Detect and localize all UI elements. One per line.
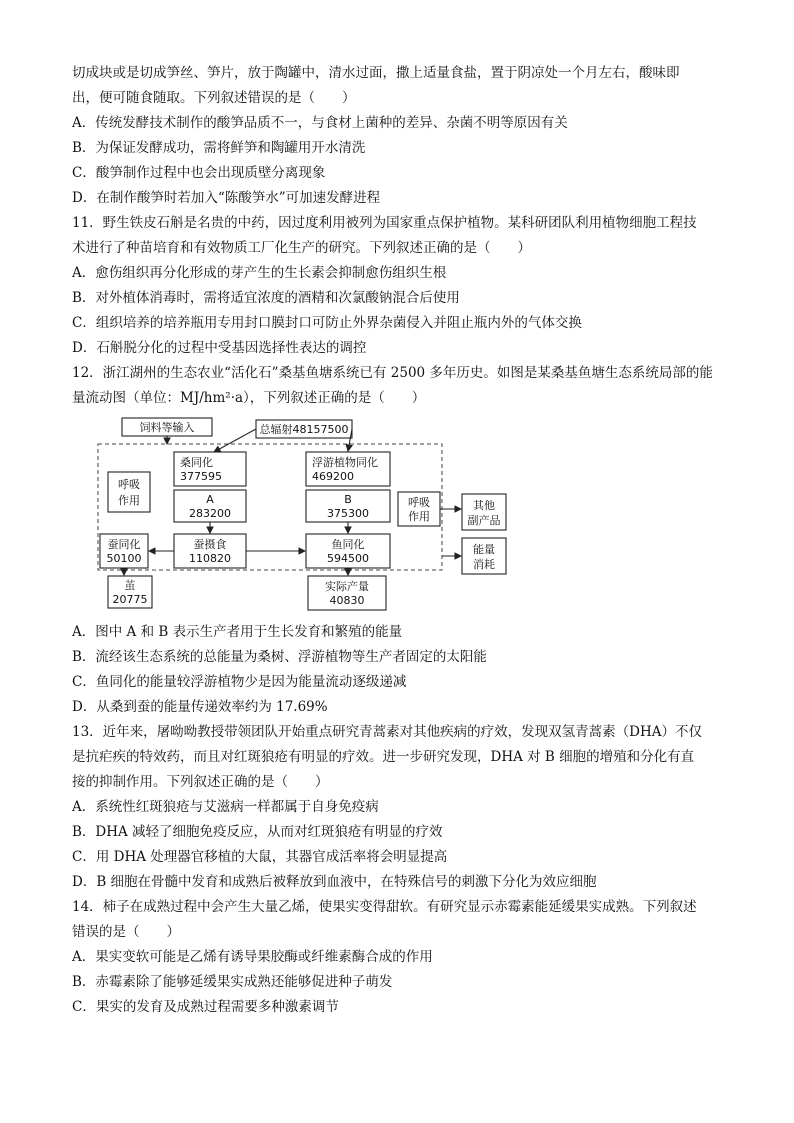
- option-a: A．图中 A 和 B 表示生产者用于生长发育和繁殖的能量: [72, 624, 403, 640]
- question-11-stem: 术进行了种苗培育和有效物质工厂化生产的研究。下列叙述正确的是（ ）: [72, 240, 531, 256]
- svg-text:桑同化: 桑同化: [180, 456, 213, 469]
- a-box: [174, 490, 246, 522]
- cocoon-box: [108, 576, 152, 608]
- option-d: D．在制作酸笋时若加入“陈酸笋水”可加速发酵进程: [72, 190, 381, 206]
- option-d: D．从桑到蚕的能量传递效率约为 17.69%: [72, 699, 328, 715]
- option-c: C．酸笋制作过程中也会出现质壁分离现象: [72, 165, 326, 181]
- mulberry-assimilation-box: [174, 452, 246, 486]
- svg-text:饲料等输入: 饲料等输入: [139, 421, 195, 434]
- option-b: B．流经该生态系统的总能量为桑树、浮游植物等生产者固定的太阳能: [72, 649, 487, 665]
- svg-text:469200: 469200: [312, 470, 354, 483]
- option-c: C．组织培养的培养瓶用专用封口膜封口可防止外界杂菌侵入并阻止瓶内外的气体交换: [72, 315, 582, 331]
- question-11-stem: 11．野生铁皮石斛是名贵的中药，因过度利用被列为国家重点保护植物。某科研团队利用植物细胞工程技: [72, 215, 697, 231]
- svg-text:377595: 377595: [180, 470, 222, 483]
- option-c: C．鱼同化的能量较浮游植物少是因为能量流动逐级递减: [72, 674, 407, 690]
- svg-text:蚕摄食: 蚕摄食: [193, 538, 227, 551]
- svg-text:副产品: 副产品: [467, 514, 501, 527]
- question-13-stem: 接的抑制作用。下列叙述正确的是（ ）: [72, 774, 329, 790]
- svg-text:呼吸: 呼吸: [118, 478, 140, 491]
- svg-text:50100: 50100: [106, 552, 142, 565]
- svg-text:A: A: [206, 493, 214, 506]
- svg-text:呼吸: 呼吸: [408, 496, 430, 509]
- svg-text:594500: 594500: [327, 552, 369, 565]
- question-14-stem: 错误的是（ ）: [72, 924, 180, 940]
- svg-text:实际产量: 实际产量: [325, 580, 369, 593]
- fish-assimilation-box: [306, 534, 390, 568]
- question-13-stem: 是抗疟疾的特效药，而且对红斑狼疮有明显的疗效。进一步研究发现，DHA 对 B 细胞的增殖和分化有直: [72, 749, 695, 765]
- option-b: B．对外植体消毒时，需将适宜浓度的酒精和次氯酸钠混合后使用: [72, 290, 460, 306]
- svg-text:茧: 茧: [124, 579, 136, 592]
- text-line: 切成块或是切成笋丝、笋片，放于陶罐中，清水过面，撒上适量食盐，置于阴凉处一个月左右，酸味即: [72, 65, 680, 81]
- svg-text:总辐射48157500: 总辐射48157500: [259, 423, 349, 436]
- svg-text:作用: 作用: [118, 494, 140, 507]
- option-a: A．传统发酵技术制作的酸笋品质不一，与食材上菌种的差异、杂菌不明等原因有关: [72, 115, 568, 131]
- option-c: C．用 DHA 处理器官移植的大鼠，其器官成活率将会明显提高: [72, 849, 448, 865]
- svg-text:40830: 40830: [329, 594, 365, 607]
- actual-yield-box: [308, 576, 386, 610]
- energy-flow-diagram: [94, 414, 510, 614]
- question-12-stem: 量流动图（单位：MJ/hm²·a），下列叙述正确的是（ ）: [72, 390, 426, 406]
- silkworm-assimilation-box: [100, 534, 148, 568]
- svg-text:作用: 作用: [408, 510, 430, 523]
- silkworm-intake-box: [174, 534, 246, 568]
- svg-text:B: B: [344, 493, 352, 506]
- question-14-stem: 14．柿子在成熟过程中会产生大量乙烯，使果实变得甜软。有研究显示赤霉素能延缓果实成熟。下列叙述: [72, 899, 697, 915]
- respiration-right-box: [398, 492, 440, 526]
- svg-text:浮游植物同化: 浮游植物同化: [312, 456, 378, 469]
- option-b: B．赤霉素除了能够延缓果实成熟还能够促进种子萌发: [72, 974, 393, 990]
- question-13-stem: 13．近年来，屠呦呦教授带领团队开始重点研究青蒿素对其他疾病的疗效，发现双氢青蒿素（DHA）不仅: [72, 724, 703, 740]
- option-c: C．果实的发育及成熟过程需要多种激素调节: [72, 999, 339, 1015]
- option-a: A．果实变软可能是乙烯有诱导果胶酶或纤维素酶合成的作用: [72, 949, 433, 965]
- svg-text:能量: 能量: [473, 543, 495, 556]
- text-line: 出，便可随食随取。下列叙述错误的是（ ）: [72, 90, 356, 106]
- option-a: A．愈伤组织再分化形成的芽产生的生长素会抑制愈伤组织生根: [72, 265, 447, 281]
- feed-input-box: [122, 418, 212, 436]
- svg-text:蚕同化: 蚕同化: [107, 538, 141, 551]
- option-d: D．B 细胞在骨髓中发育和成熟后被释放到血液中，在特殊信号的刺激下分化为效应细胞: [72, 874, 597, 890]
- svg-text:消耗: 消耗: [473, 558, 495, 571]
- option-b: B．为保证发酵成功，需将鲜笋和陶罐用开水清洗: [72, 140, 366, 156]
- option-a: A．系统性红斑狼疮与艾滋病一样都属于自身免疫病: [72, 799, 379, 815]
- svg-text:110820: 110820: [189, 552, 231, 565]
- svg-text:283200: 283200: [189, 507, 231, 520]
- option-d: D．石斛脱分化的过程中受基因选择性表达的调控: [72, 340, 367, 356]
- phytoplankton-assimilation-box: [306, 452, 390, 486]
- svg-text:鱼同化: 鱼同化: [331, 538, 365, 551]
- svg-text:其他: 其他: [473, 499, 495, 512]
- question-12-stem: 12．浙江湖州的生态农业“活化石”桑基鱼塘系统已有 2500 多年历史。如图是某桑基鱼塘生态系统局部的能: [72, 365, 713, 381]
- svg-text:20775: 20775: [112, 593, 148, 606]
- energy-consumed-box: [462, 538, 506, 574]
- svg-text:375300: 375300: [327, 507, 369, 520]
- total-radiation-box: [256, 420, 352, 438]
- b-box: [306, 490, 390, 522]
- option-b: B．DHA 减轻了细胞免疫反应，从而对红斑狼疮有明显的疗效: [72, 824, 443, 840]
- other-products-box: [462, 494, 506, 530]
- respiration-left-box: [108, 472, 150, 512]
